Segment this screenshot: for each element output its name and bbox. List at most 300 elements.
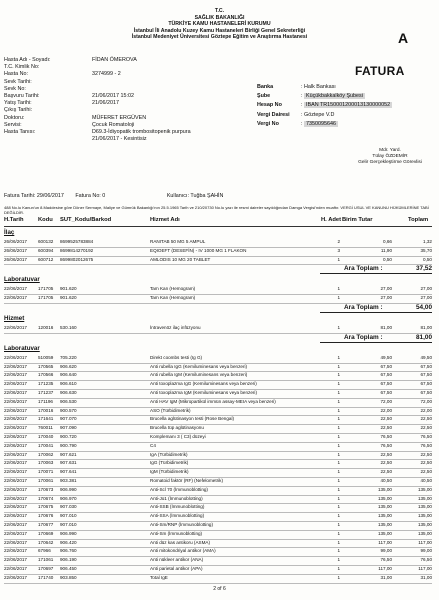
cell-sut: 900.790 xyxy=(60,442,77,448)
cell-hizmet: RANITAB 50 MG 5 AMPUL xyxy=(150,239,206,244)
section-title: Hizmet xyxy=(4,315,25,322)
table-row xyxy=(4,574,432,584)
cell-toplam: 135,00 xyxy=(417,513,432,519)
subtotal-label: Ara Toplam : xyxy=(344,304,383,311)
cell-adet: 1 xyxy=(337,557,340,563)
cell-hizmet: Komplemanı 3 ( C3) düzeyi xyxy=(150,434,206,439)
bank-label: Hesap No xyxy=(257,102,282,109)
bank-sep: : xyxy=(301,84,304,90)
cell-toplam: 22,50 xyxy=(420,451,432,457)
cell-birim: 31,00 xyxy=(380,574,392,580)
cell-sut: 906.450 xyxy=(60,566,77,571)
table-header xyxy=(4,217,432,227)
cell-hizmet: Brucella aglütinasyon testi (Rose Bengal) xyxy=(150,416,235,422)
section-title: Laboratuvar xyxy=(4,344,40,352)
cell-tarih: 22/06/2017 xyxy=(4,478,27,483)
invoice-no: Fatura No: 0 xyxy=(75,193,106,199)
patient-row xyxy=(4,115,191,122)
cell-tarih: 22/06/2017 xyxy=(4,363,27,369)
section-subtotal xyxy=(320,265,432,274)
header-line: SAĞLIK BAKANLIĞI xyxy=(194,14,245,21)
patient-row xyxy=(4,136,191,143)
cell-hizmet: C4 xyxy=(150,442,156,448)
cell-adet: 1 xyxy=(337,451,340,457)
col-tarih: H.Tarih xyxy=(4,217,24,223)
legal-notice: 488 No.lu Kanun'un 8.Maddesine göre Döner Sermaye, Maliye ve Gümrük Bakanlığı'nın 25.5.1965 Tarih ve 210/20730 No.lu yazı ile resmi daireler sayıldığından Damga Vergisi'nden muaftır. VERGİ USUL VE KANUNU HÜKÜMLERİNE TABİ DEĞİLDİR. xyxy=(4,205,429,215)
cell-tarih: 22/06/2017 xyxy=(4,286,27,292)
patient-value: D69.3-İdiyopatik trombositopenik purpura xyxy=(92,128,191,135)
cell-tarih: 22/06/2017 xyxy=(4,566,27,571)
bank-value: Göztepe V.D xyxy=(304,111,335,118)
bank-label: Vergi No xyxy=(257,120,279,127)
cell-toplam: 27,00 xyxy=(420,295,432,301)
cell-tarih: 22/06/2017 xyxy=(4,504,27,510)
cell-adet: 1 xyxy=(337,434,340,439)
cell-adet: 1 xyxy=(337,390,340,395)
patient-value: FİDAN ÖMEROVA xyxy=(92,57,137,63)
cell-birim: 67,50 xyxy=(380,372,392,378)
cell-adet: 1 xyxy=(337,381,340,387)
cell-hizmet: AMLODIS 10 MG 20 TABLET xyxy=(150,256,211,262)
cell-kodu: 120016 xyxy=(38,325,54,330)
patient-row xyxy=(4,57,191,64)
cell-birim: 72,00 xyxy=(380,398,392,404)
cell-kodu: 600394 xyxy=(38,247,54,253)
patient-value: 21/06/2017 - Kesintisiz xyxy=(92,136,147,143)
patient-row xyxy=(4,71,191,78)
cell-adet: 3 xyxy=(337,247,340,253)
cell-tarih: 22/06/2017 xyxy=(4,530,27,536)
cell-adet: 1 xyxy=(337,478,340,483)
cell-hizmet: Tam Kan (Hemogram) xyxy=(150,286,196,292)
cell-tarih: 22/06/2017 xyxy=(4,354,27,360)
page-indicator: 2 of 6 xyxy=(213,586,226,592)
cell-tarih: 22/06/2017 xyxy=(4,557,27,563)
patient-row xyxy=(4,79,191,86)
cell-toplam: 117,00 xyxy=(418,539,432,545)
cell-toplam: 135,00 xyxy=(417,522,432,527)
cell-kodu: 170071 xyxy=(38,469,54,475)
subtotal-value: 54,00 xyxy=(416,304,432,311)
cell-sut: 901.620 xyxy=(60,295,77,301)
cell-tarih: 22/06/2017 xyxy=(4,390,27,395)
signature-line: Mdr. Yard. xyxy=(379,148,401,153)
col-kodu: Kodu xyxy=(38,217,53,223)
table-row xyxy=(4,256,432,266)
cell-adet: 1 xyxy=(337,372,340,378)
cell-hizmet: EQIOEFT (DESEFİN) - IV 1000 MG 1 FLAKON xyxy=(150,247,247,253)
cell-birim: 135,00 xyxy=(377,522,392,527)
copy-letter: A xyxy=(398,30,409,46)
cell-toplam: 76,50 xyxy=(420,434,432,439)
document-title: FATURA xyxy=(355,64,405,78)
cell-kodu: 170675 xyxy=(38,504,54,510)
cell-sut: 906.640 xyxy=(60,372,77,378)
patient-row xyxy=(4,100,191,107)
section-title: İlaç xyxy=(4,229,15,236)
patient-label: Doktoru: xyxy=(4,114,25,121)
cell-adet: 1 xyxy=(337,416,340,422)
cell-birim: 135,00 xyxy=(377,495,392,501)
cell-toplam: 22,00 xyxy=(420,407,432,413)
cell-adet: 1 xyxy=(337,325,340,330)
cell-kodu: 171705 xyxy=(38,286,54,292)
patient-row xyxy=(4,107,191,114)
patient-info xyxy=(4,57,191,143)
cell-kodu: 600132 xyxy=(38,239,54,244)
cell-tarih: 22/06/2017 xyxy=(4,325,27,330)
cell-birim: 135,00 xyxy=(377,486,392,492)
cell-hizmet: Anti-Jo1 (İmmunoblotting) xyxy=(150,495,203,501)
cell-birim: 0,50 xyxy=(383,256,392,262)
cell-birim: 81,00 xyxy=(380,325,392,330)
cell-sut: 906.190 xyxy=(60,557,77,563)
cell-kodu: 170061 xyxy=(38,478,54,483)
cell-sut: 906.990 xyxy=(60,486,77,492)
header-line: TÜRKİYE KAMU HASTANELERİ KURUMU xyxy=(168,21,271,28)
cell-kodu: 170565 xyxy=(38,363,54,369)
cell-sut: 907.621 xyxy=(60,451,77,457)
cell-sut: 906.610 xyxy=(60,381,77,387)
cell-tarih: 22/06/2017 xyxy=(4,372,27,378)
cell-toplam: 22,50 xyxy=(420,469,432,475)
cell-adet: 1 xyxy=(337,504,340,510)
cell-toplam: 81,00 xyxy=(420,325,432,330)
cell-birim: 22,50 xyxy=(380,416,392,422)
cell-hizmet: Anti-Scl 70 (İmmunoblotting) xyxy=(150,486,208,492)
cell-adet: 1 xyxy=(337,548,340,554)
cell-sut: 903.850 xyxy=(60,574,77,580)
bank-row xyxy=(257,111,392,120)
cell-hizmet: Anti HAV IgM (Mikropartikül immün assay-MEIA veya benzeri) xyxy=(150,398,276,404)
cell-sut: 901.620 xyxy=(60,286,77,292)
cell-tarih: 22/06/2017 xyxy=(4,574,27,580)
bank-row xyxy=(257,92,392,101)
bank-label: Banka xyxy=(257,84,274,90)
cell-hizmet: Anti toxoplazma IgG (Kemiluminesans veya benzeri) xyxy=(150,381,257,387)
cell-sut: 705.220 xyxy=(60,354,77,360)
subtotal-value: 81,00 xyxy=(416,333,432,341)
cell-toplam: 49,50 xyxy=(420,354,432,360)
cell-birim: 11,90 xyxy=(380,247,392,253)
cell-kodu: 170677 xyxy=(38,522,54,527)
cell-kodu: 67966 xyxy=(38,548,51,554)
cell-hizmet: Anti-SSB (İmmunoblotting) xyxy=(150,504,205,510)
cell-hizmet: Anti-SSA (İmmunoblotting) xyxy=(150,513,205,519)
cell-tarih: 22/06/2017 xyxy=(4,460,27,466)
cell-sut: 8699525783884 xyxy=(60,239,94,244)
signature-line: Tülay ÖZDEMİR xyxy=(372,154,408,159)
cell-adet: 1 xyxy=(337,566,340,571)
cell-hizmet: Anti rubella IgG (Kemiluminesans veya benzeri) xyxy=(150,363,248,369)
cell-kodu: 600712 xyxy=(38,256,54,262)
cell-hizmet: Anti parietal antikor (APA) xyxy=(150,566,203,571)
cell-hizmet: Anti-Sm (İmmunoblotting) xyxy=(150,530,203,536)
cell-kodu: 170669 xyxy=(38,530,54,536)
signature-block xyxy=(345,148,435,166)
cell-toplam: 117,00 xyxy=(418,566,432,571)
cell-hizmet: IgG (Türbidimetrik) xyxy=(150,460,189,466)
cell-kodu: 171196 xyxy=(38,398,53,404)
cell-kodu: 171235 xyxy=(38,381,54,387)
patient-row xyxy=(4,93,191,100)
bank-sep: : xyxy=(301,93,304,100)
cell-tarih: 22/06/2017 xyxy=(4,495,27,501)
cell-tarih: 22/06/2017 xyxy=(4,425,27,431)
bank-value: Halk Bankası xyxy=(304,84,336,90)
cell-toplam: 35,70 xyxy=(420,247,432,253)
cell-toplam: 22,50 xyxy=(420,460,432,466)
cell-sut: 907.010 xyxy=(60,522,77,527)
cell-toplam: 67,50 xyxy=(420,381,432,387)
cell-tarih: 22/06/2017 xyxy=(4,295,27,301)
cell-sut: 906.760 xyxy=(60,548,77,554)
cell-sut: 906.630 xyxy=(60,390,77,395)
cell-hizmet: Anti nükleer antikor (ANA) xyxy=(150,557,204,563)
patient-row xyxy=(4,86,191,93)
cell-sut: 907.010 xyxy=(60,513,77,519)
cell-birim: 135,00 xyxy=(377,530,392,536)
cell-sut: 906.970 xyxy=(60,495,77,501)
cell-adet: 1 xyxy=(337,574,340,580)
cell-tarih: 22/06/2017 xyxy=(4,522,27,527)
cell-kodu: 171061 xyxy=(38,557,54,563)
patient-value: Çocuk Romatoloji xyxy=(92,121,135,128)
cell-adet: 1 xyxy=(337,363,340,369)
invoice-date: Fatura Tarihi: 29/06/2017 xyxy=(4,193,64,199)
cell-kodu: 760011 xyxy=(38,425,53,431)
invoice-user: Kullanıcı: Tuğba ŞAHİN xyxy=(166,193,224,199)
cell-hizmet: Tam Kan (Hemogram) xyxy=(150,295,196,301)
cell-toplam: 99,00 xyxy=(420,548,432,554)
cell-adet: 1 xyxy=(337,530,340,536)
bank-label: Vergi Dairesi xyxy=(257,111,290,118)
cell-sut: 907.030 xyxy=(60,504,77,510)
cell-kodu: 170016 xyxy=(38,407,54,413)
cell-birim: 67,50 xyxy=(380,381,392,387)
patient-value: MÜFERET ERGÜVEN xyxy=(92,114,147,121)
cell-sut: 906.620 xyxy=(60,363,77,369)
cell-birim: 76,50 xyxy=(380,442,392,448)
signature-line: Gelir Gerçekleştirme Görevlisi xyxy=(358,160,422,165)
cell-hizmet: Anti rubella IgM (Kemiluminesans veya benzeri) xyxy=(150,372,248,378)
cell-toplam: 22,50 xyxy=(420,416,432,422)
cell-toplam: 0,50 xyxy=(423,256,432,262)
cell-toplam: 1,32 xyxy=(423,239,432,244)
cell-hizmet: Anti toxoplazma IgM (Kemiluminesans veya benzeri) xyxy=(150,390,257,395)
cell-adet: 1 xyxy=(337,407,340,413)
cell-tarih: 22/06/2017 xyxy=(4,539,27,545)
cell-tarih: 22/06/2017 xyxy=(4,381,27,387)
section-subtotal xyxy=(320,334,432,343)
cell-birim: 0,66 xyxy=(383,239,392,244)
cell-hizmet: Brucella tüp aglütinasyonu xyxy=(150,425,204,431)
col-birim: Birim Tutar xyxy=(342,217,373,223)
cell-tarih: 22/06/2017 xyxy=(4,486,27,492)
cell-toplam: 135,00 xyxy=(417,530,432,536)
cell-toplam: 67,50 xyxy=(420,372,432,378)
bank-value: 7350095646 xyxy=(306,120,336,127)
cell-kodu: 171740 xyxy=(38,574,54,580)
header-line: İstanbul İli Anadolu Kuzey Kamu Hastaneleri Birliği Genel Sekreterliği xyxy=(133,27,306,34)
cell-hizmet: ASO (Türbidimetrik) xyxy=(150,407,191,413)
cell-hizmet: Anti mitokondriyal antikor (AMA) xyxy=(150,548,216,554)
hospital-header xyxy=(0,8,439,41)
cell-adet: 2 xyxy=(337,239,340,244)
patient-value: 21/06/2017 xyxy=(92,100,119,107)
patient-label: Servisi: xyxy=(4,121,22,128)
cell-tarih: 22/06/2017 xyxy=(4,513,27,519)
table-row xyxy=(4,294,432,304)
cell-hizmet: IgA (Türbidimetrik) xyxy=(150,451,188,457)
cell-toplam: 72,00 xyxy=(420,398,432,404)
cell-tarih: 22/06/2017 xyxy=(4,548,27,554)
cell-toplam: 67,50 xyxy=(420,390,432,395)
invoice-line xyxy=(4,193,233,199)
cell-tarih: 26/06/2017 xyxy=(4,256,27,262)
cell-kodu: 170674 xyxy=(38,495,54,501)
patient-row xyxy=(4,129,191,136)
cell-hizmet: Anti düz kas antikoru (ASMA) xyxy=(150,539,210,545)
cell-birim: 67,50 xyxy=(380,390,392,395)
cell-sut: 530.160 xyxy=(60,325,77,330)
cell-tarih: 26/06/2017 xyxy=(4,239,27,244)
cell-kodu: 170063 xyxy=(38,460,54,466)
cell-sut: 906.530 xyxy=(60,398,77,404)
cell-adet: 1 xyxy=(337,495,340,501)
bank-sep: : xyxy=(301,111,304,118)
cell-adet: 1 xyxy=(337,256,340,262)
cell-sut: 906.420 xyxy=(60,539,77,545)
cell-toplam: 40,50 xyxy=(420,478,432,483)
patient-label: Sevk Tarihi: xyxy=(4,78,32,85)
cell-kodu: 171237 xyxy=(38,390,54,395)
patient-value: 3274999 - 2 xyxy=(92,71,121,78)
cell-adet: 1 xyxy=(337,539,340,545)
cell-sut: 900.720 xyxy=(60,434,77,439)
cell-tarih: 22/06/2017 xyxy=(4,442,27,448)
col-toplam: Toplam xyxy=(408,217,429,223)
subtotal-value: 37,52 xyxy=(416,265,432,273)
cell-birim: 22,00 xyxy=(380,407,392,413)
cell-kodu: 170676 xyxy=(38,513,54,519)
cell-kodu: 170566 xyxy=(38,372,54,378)
bank-row xyxy=(257,101,392,110)
bank-value: Küçükbakkalköy Şubesi xyxy=(306,93,363,100)
cell-birim: 27,00 xyxy=(380,286,392,292)
patient-row xyxy=(4,64,191,71)
cell-adet: 1 xyxy=(337,286,340,292)
cell-birim: 49,50 xyxy=(380,354,392,360)
cell-tarih: 22/06/2017 xyxy=(4,398,27,404)
cell-hizmet: Total IgE xyxy=(150,574,168,580)
cell-sut: 8699802012675 xyxy=(60,256,94,262)
cell-kodu: 170673 xyxy=(38,486,54,492)
cell-birim: 22,50 xyxy=(380,460,392,466)
section-title: Laboratuvar xyxy=(4,276,40,284)
cell-sut: 907.070 xyxy=(60,416,77,422)
cell-tarih: 22/06/2017 xyxy=(4,416,27,422)
cell-hizmet: IgM (Türbidimetrik) xyxy=(150,469,189,475)
cell-adet: 1 xyxy=(337,398,340,404)
cell-kodu: 170062 xyxy=(38,451,54,457)
cell-sut: 900.570 xyxy=(60,407,77,413)
col-sut: SUT_Kodu/Barkod xyxy=(60,217,112,223)
header-line: İstanbul Medeniyet Üniversitesi Göztepe Eğitim ve Araştırma Hastanesi xyxy=(131,34,308,41)
bank-label: Şube xyxy=(257,93,271,100)
cell-birim: 27,00 xyxy=(380,295,392,301)
patient-label: Hasta Tanısı: xyxy=(4,128,36,135)
cell-tarih: 22/06/2017 xyxy=(4,407,27,413)
bank-sep: : xyxy=(301,120,304,127)
subtotal-label: Ara Toplam : xyxy=(344,265,383,273)
cell-sut: 907.641 xyxy=(60,469,77,475)
cell-hizmet: Direkt coombs testi (Ig G) xyxy=(150,354,203,360)
cell-sut: 906.990 xyxy=(60,530,77,536)
patient-label: Çıkış Tarihi: xyxy=(4,107,33,114)
patient-row xyxy=(4,122,191,129)
cell-tarih: 22/06/2017 xyxy=(4,434,27,439)
cell-tarih: 26/06/2017 xyxy=(4,247,27,253)
cell-kodu: 170041 xyxy=(38,442,54,448)
cell-birim: 22,50 xyxy=(380,469,392,475)
patient-label: Yatış Tarihi: xyxy=(4,100,32,107)
cell-adet: 1 xyxy=(337,522,340,527)
cell-toplam: 27,00 xyxy=(420,286,432,292)
cell-toplam: 135,00 xyxy=(417,504,432,510)
cell-toplam: 135,00 xyxy=(417,495,432,501)
cell-kodu: 510059 xyxy=(38,354,54,360)
cell-birim: 99,00 xyxy=(380,548,392,554)
patient-label: Başvuru Tarihi: xyxy=(4,92,40,99)
cell-adet: 1 xyxy=(337,469,340,475)
cell-sut: 907.631 xyxy=(60,460,77,466)
cell-adet: 1 xyxy=(337,460,340,466)
cell-kodu: 170642 xyxy=(38,539,54,545)
cell-toplam: 22,50 xyxy=(420,425,432,431)
cell-birim: 67,50 xyxy=(380,363,392,369)
header-line: T.C. xyxy=(214,8,225,14)
cell-sut: 903.381 xyxy=(60,478,77,483)
bank-row xyxy=(257,120,392,129)
bank-value: IBAN TR150001200013130000052 xyxy=(306,102,391,109)
cell-birim: 135,00 xyxy=(377,504,392,510)
table-row xyxy=(4,324,432,334)
cell-toplam: 67,50 xyxy=(420,363,432,369)
cell-kodu: 171641 xyxy=(38,416,54,422)
bank-sep: : xyxy=(301,102,304,109)
patient-label: Hasta No: xyxy=(4,71,28,78)
patient-value: 21/06/2017 15:02 xyxy=(92,92,134,99)
subtotal-label: Ara Toplam : xyxy=(344,333,383,341)
cell-adet: 1 xyxy=(337,295,340,301)
cell-birim: 22,50 xyxy=(380,451,392,457)
cell-tarih: 22/06/2017 xyxy=(4,469,27,475)
cell-birim: 117,00 xyxy=(378,539,392,545)
cell-toplam: 31,00 xyxy=(420,574,432,580)
cell-birim: 76,50 xyxy=(380,434,392,439)
cell-sut: 907.090 xyxy=(60,425,77,431)
cell-kodu: 170697 xyxy=(38,566,54,571)
cell-kodu: 171705 xyxy=(38,295,54,301)
cell-birim: 22,50 xyxy=(380,425,392,431)
cell-tarih: 22/06/2017 xyxy=(4,451,27,457)
cell-birim: 135,00 xyxy=(377,513,392,519)
bank-row xyxy=(257,83,392,92)
cell-birim: 76,50 xyxy=(380,557,392,563)
cell-adet: 1 xyxy=(337,486,340,492)
cell-adet: 1 xyxy=(337,513,340,519)
